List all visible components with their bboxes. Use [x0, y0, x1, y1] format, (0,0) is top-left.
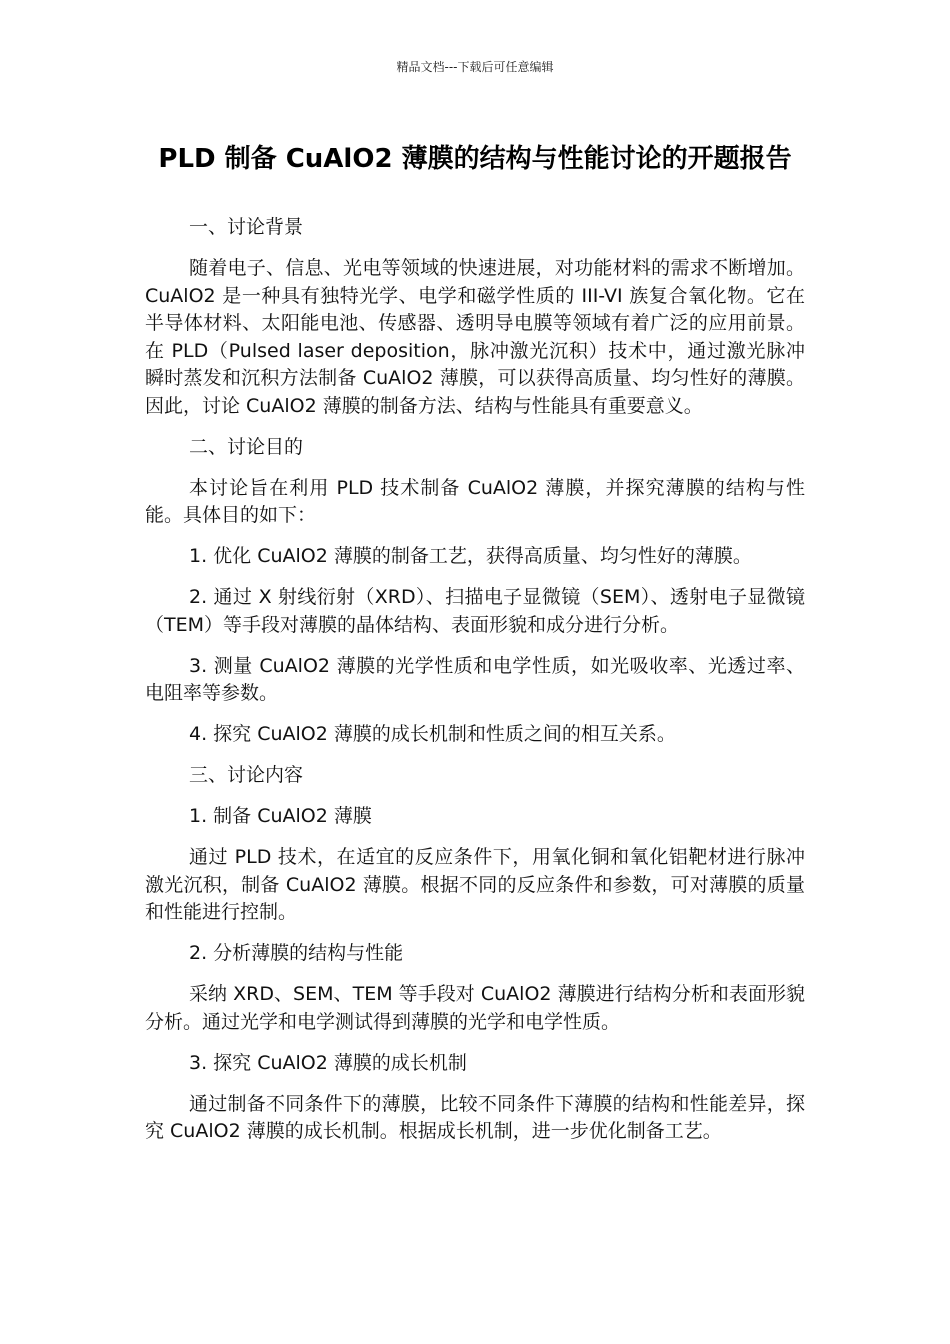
- header-note: 精品文档---下载后可任意编辑: [396, 60, 554, 74]
- subheading-content-2: 2. 分析薄膜的结构与性能: [189, 942, 404, 964]
- paragraph-goals: 本讨论旨在利用 PLD 技术制备 CuAlO2 薄膜，并探究薄膜的结构与性能。具体目的如下：: [145, 476, 805, 526]
- goal-item-3: 3. 测量 CuAlO2 薄膜的光学性质和电学性质，如光吸收率、光透过率、电阻率等参数。: [145, 654, 805, 704]
- paragraph-content-3: 通过制备不同条件下的薄膜，比较不同条件下薄膜的结构和性能差异，探究 CuAlO2 薄膜的成长机制。根据成长机制，进一步优化制备工艺。: [145, 1092, 805, 1142]
- section-heading-background: 一、讨论背景: [189, 216, 304, 238]
- goal-item-1: 1. 优化 CuAlO2 薄膜的制备工艺，获得高质量、均匀性好的薄膜。: [189, 545, 752, 567]
- paragraph-content-2: 采纳 XRD、SEM、TEM 等手段对 CuAlO2 薄膜进行结构分析和表面形貌分析。通过光学和电学测试得到薄膜的光学和电学性质。: [145, 983, 805, 1033]
- section-heading-goals: 二、讨论目的: [189, 435, 304, 458]
- subheading-content-1: 1. 制备 CuAlO2 薄膜: [189, 805, 372, 827]
- paragraph-background: 随着电子、信息、光电等领域的快速进展，对功能材料的需求不断增加。CuAlO2 是一种具有独特光学、电学和磁学性质的 III-VI 族复合氧化物。它在半导体材料、太阳能电池、传感器、透明导电膜等领域有着广泛的应用前景。在 PLD（Pulsed laser deposition，脉冲激光沉积）技术中，通过激光脉冲瞬时蒸发和沉积方法制备 CuAlO2 薄膜，可以获得高质量、均匀性好的薄膜。因此，讨论 CuAlO2 薄膜的制备方法、结构与性能具有重要意义。: [145, 257, 805, 417]
- paragraph-content-1: 通过 PLD 技术，在适宜的反应条件下，用氧化铜和氧化铝靶材进行脉冲激光沉积，制备 CuAlO2 薄膜。根据不同的反应条件和参数，可对薄膜的质量和性能进行控制。: [145, 846, 805, 923]
- document-title: PLD 制备 CuAlO2 薄膜的结构与性能讨论的开题报告: [158, 144, 792, 174]
- goal-item-4: 4. 探究 CuAlO2 薄膜的成长机制和性质之间的相互关系。: [189, 723, 676, 745]
- document-body: [145, 214, 805, 1159]
- goal-item-2: 2. 通过 X 射线衍射（XRD）、扫描电子显微镜（SEM）、透射电子显微镜（TEM）等手段对薄膜的晶体结构、表面形貌和成分进行分析。: [145, 586, 805, 636]
- subheading-content-3: 3. 探究 CuAlO2 薄膜的成长机制: [189, 1051, 467, 1074]
- section-heading-content: 三、讨论内容: [189, 764, 304, 786]
